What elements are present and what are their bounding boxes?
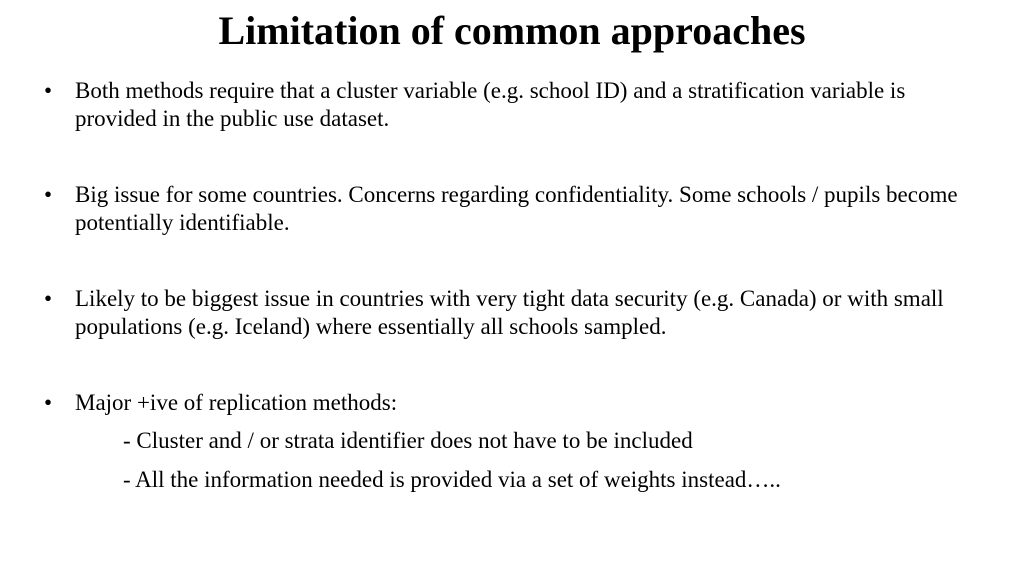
bullet-icon: • (44, 390, 53, 415)
bullet-item (44, 389, 984, 417)
bullet-item (44, 77, 984, 133)
bullet-text: Big issue for some countries. Concerns regarding confidentiality. Some schools / pupils become potentially identifiable. (75, 182, 958, 235)
bullet-item (44, 285, 984, 341)
slide-title: Limitation of common approaches (218, 8, 806, 53)
bullet-text: Both methods require that a cluster variable (e.g. school ID) and a stratification variable is provided in the public use dataset. (75, 78, 906, 131)
bullet-item (44, 181, 984, 237)
sub-item: - Cluster and / or strata identifier does not have to be included (123, 428, 693, 453)
bullet-text: Major +ive of replication methods: (75, 390, 398, 415)
bullet-icon: • (44, 78, 53, 103)
bullet-icon: • (44, 286, 53, 311)
bullet-text: Likely to be biggest issue in countries with very tight data security (e.g. Canada) or with small populations (e.g. Iceland) where essentially all schools sampled. (75, 286, 944, 339)
sub-item: - All the information needed is provided via a set of weights instead….. (123, 467, 781, 492)
bullet-icon: • (44, 182, 53, 207)
